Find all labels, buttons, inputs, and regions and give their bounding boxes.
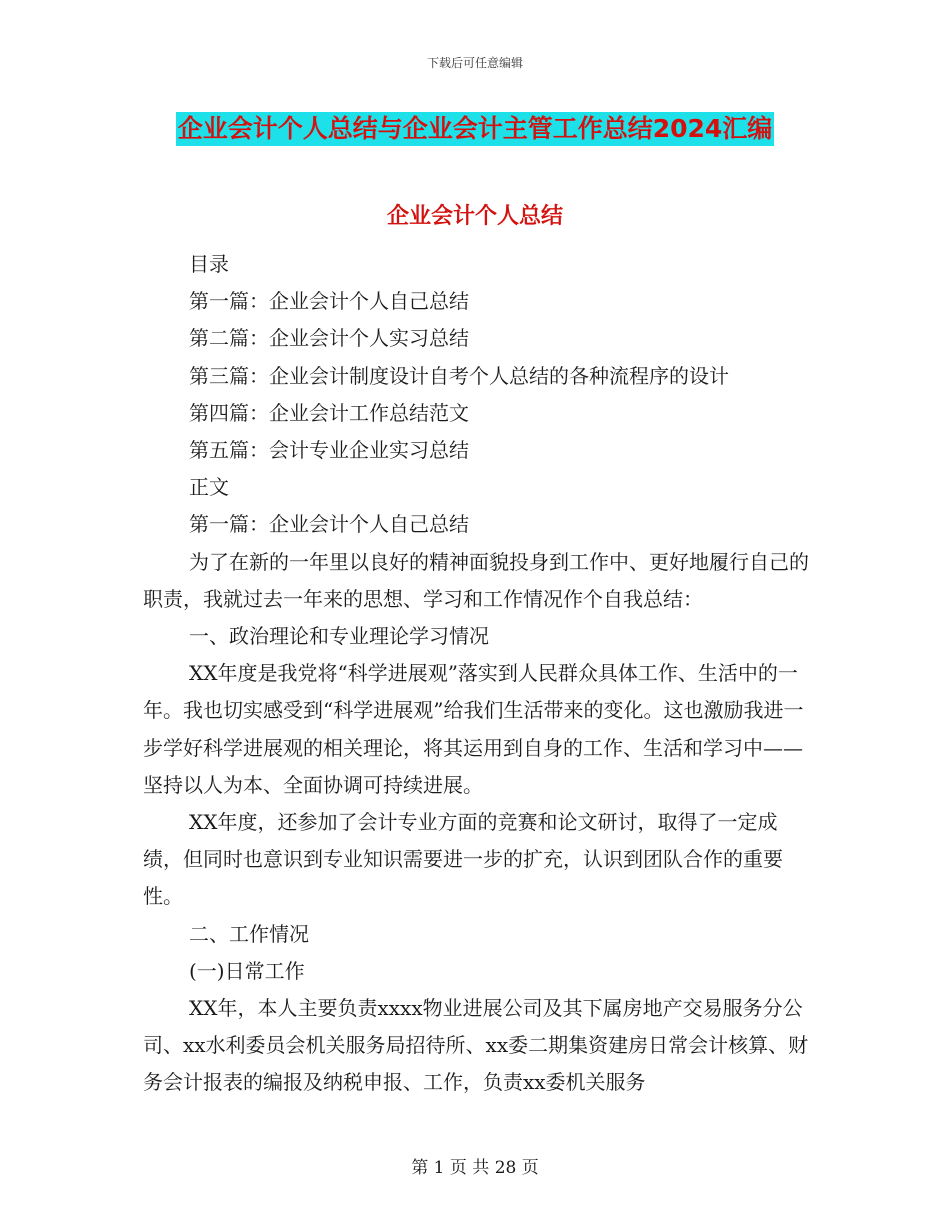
document-title [0,112,950,146]
body-heading: 正文 [189,475,229,500]
toc-item-3: 第三篇：企业会计制度设计自考个人总结的各种流程序的设计 [189,363,729,388]
chapter-heading: 第一篇：企业会计个人自己总结 [189,512,469,537]
section-title: 企业会计个人总结 [386,204,563,229]
toc-item-4: 第四篇：企业会计工作总结范文 [189,400,469,425]
document-title-text: 企业会计个人总结与企业会计主管工作总结2024汇编 [176,112,775,146]
paragraph-daily-work: XX年，本人主要负责xxxx物业进展公司及其下属房地产交易服务分公司、xx水利委员会机关服务局招待所、xx委二期集资建房日常会计核算、财务会计报表的编报及纳税申报、工作，负责xx委机关服务 [143,996,809,1095]
subheading-work: 二、工作情况 [189,921,309,946]
toc-item-5: 第五篇：会计专业企业实习总结 [189,438,469,463]
subheading-politics: 一、政治理论和专业理论学习情况 [189,624,489,649]
page-number: 第 1 页 共 28 页 [411,1158,539,1178]
paragraph-politics: XX年度是我党将“科学进展观”落实到人民群众具体工作、生活中的一年。我也切实感受到“科学进展观”给我们生活带来的变化。这也激励我进一步学好科学进展观的相关理论，将其运用到自身的工作、生活和学习中——坚持以人为本、全面协调可持续进展。 [143,661,804,797]
toc-item-1: 第一篇：企业会计个人自己总结 [189,289,469,314]
subheading-daily-work: (一)日常工作 [189,958,305,983]
paragraph-competition: XX年度，还参加了会计专业方面的竞赛和论文研讨，取得了一定成绩，但同时也意识到专业知识需要进一步的扩充，认识到团队合作的重要性。 [143,810,783,909]
paragraph-intro: 为了在新的一年里以良好的精神面貌投身到工作中、更好地履行自己的职责，我就过去一年来的思想、学习和工作情况作个自我总结： [143,549,809,611]
document-body [143,246,811,1102]
page-header-note: 下载后可任意编辑 [426,56,523,70]
toc-item-2: 第二篇：企业会计个人实习总结 [189,326,469,351]
toc-heading: 目录 [189,252,229,276]
